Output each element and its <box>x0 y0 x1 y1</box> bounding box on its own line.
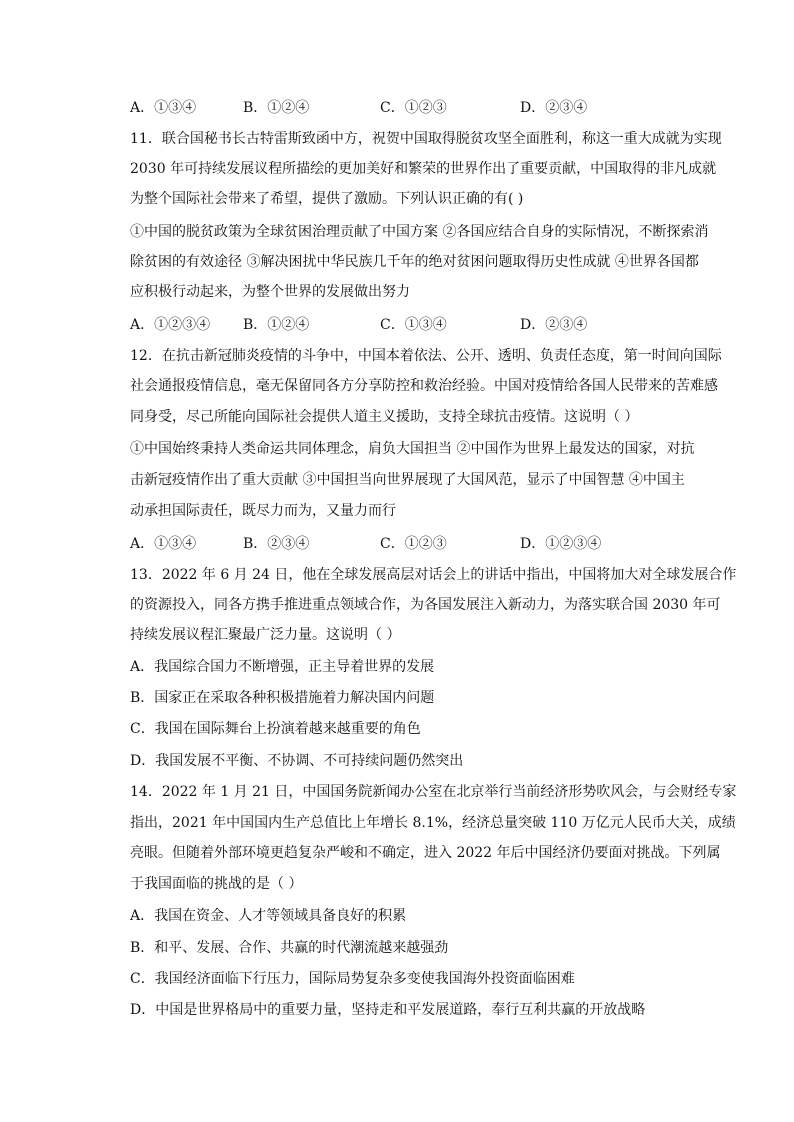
q11-statement-line: ①中国的脱贫政策为全球贫困治理贡献了中国方案 ②各国应结合自身的实际情况，不断探索消 <box>130 224 709 240</box>
q14-stem-line: 指出，2021 年中国国内生产总值比上年增长 8.1%，经济总量突破 110 万亿元人民币大关，成绩 <box>130 815 736 831</box>
q11-option-b[interactable]: B．①②④ <box>243 317 310 333</box>
q11-statement-line: 应积极行动起来，为整个世界的发展做出努力 <box>130 284 410 300</box>
q11-stem-line: 11．联合国秘书长古特雷斯致函中方，祝贺中国取得脱贫攻坚全面胜利，称这一重大成就为实现 <box>130 131 722 147</box>
q14-stem-line: 亮眼。但随着外部环境更趋复杂严峻和不确定，进入 2022 年后中国经济仍要面对挑战。下列属 <box>130 845 721 861</box>
q13-option-d[interactable]: D．我国发展不平衡、不协调、不可持续问题仍然突出 <box>130 753 464 769</box>
q13-stem-line: 的资源投入，同各方携手推进重点领域合作，为各国发展注入新动力，为落实联合国 2030 年可 <box>130 597 721 613</box>
q12-statement-line: 动承担国际责任，既尽力而为，又量力而行 <box>130 503 396 519</box>
q12-option-d[interactable]: D．①②③④ <box>520 536 602 552</box>
q12-option-a[interactable]: A．①③④ <box>130 536 197 552</box>
q10-option-d[interactable]: D．②③④ <box>520 100 588 116</box>
q11-option-d[interactable]: D．②③④ <box>520 317 588 333</box>
q14-stem-line: 14．2022 年 1 月 21 日，中国国务院新闻办公室在北京举行当前经济形势吹风会，与会财经专家 <box>130 784 737 800</box>
q14-option-a[interactable]: A．我国在资金、人才等领域具备良好的积累 <box>130 908 407 924</box>
q13-stem-line: 13．2022 年 6 月 24 日，他在全球发展高层对话会上的讲话中指出，中国将加大对全球发展合作 <box>130 567 737 583</box>
q10-option-b[interactable]: B．①②④ <box>243 100 310 116</box>
q13-stem-line: 持续发展议程汇聚最广泛力量。这说明（ ） <box>130 627 401 643</box>
q11-stem-line: 2030 年可持续发展议程所描绘的更加美好和繁荣的世界作出了重要贡献，中国取得的非凡成就 <box>130 161 717 177</box>
q14-stem-line: 于我国面临的挑战的是（ ） <box>130 876 303 892</box>
q12-option-c[interactable]: C．①②③ <box>380 536 447 552</box>
q14-option-d[interactable]: D．中国是世界格局中的重要力量，坚持走和平发展道路，奉行互利共赢的开放战略 <box>130 1002 646 1018</box>
q12-stem-line: 社会通报疫情信息，毫无保留同各方分享防控和救治经验。中国对疫情给各国人民带来的苦难感 <box>130 378 718 394</box>
q13-option-c[interactable]: C．我国在国际舞台上扮演着越来越重要的角色 <box>130 721 421 737</box>
q10-option-c[interactable]: C．①②③ <box>380 100 447 116</box>
q13-option-a[interactable]: A．我国综合国力不断增强，正主导着世界的发展 <box>130 659 435 675</box>
q12-statement-line: 击新冠疫情作出了重大贡献 ③中国担当向世界展现了大国风范，显示了中国智慧 ④中国主 <box>130 472 685 488</box>
q13-option-b[interactable]: B．国家正在采取各种积极措施着力解决国内问题 <box>130 690 435 706</box>
q12-stem-line: 12．在抗击新冠肺炎疫情的斗争中，中国本着依法、公开、透明、负责任态度，第一时间向国际 <box>130 348 722 364</box>
q10-option-a[interactable]: A．①③④ <box>130 100 197 116</box>
q12-statement-line: ①中国始终秉持人类命运共同体理念，肩负大国担当 ②中国作为世界上最发达的国家，对抗 <box>130 441 695 457</box>
q14-option-b[interactable]: B．和平、发展、合作、共赢的时代潮流越来越强劲 <box>130 940 449 956</box>
q12-stem-line: 同身受，尽己所能向国际社会提供人道主义援助，支持全球抗击疫情。这说明（ ） <box>130 409 639 425</box>
q14-option-c[interactable]: C．我国经济面临下行压力，国际局势复杂多变使我国海外投资面临困难 <box>130 971 575 987</box>
q11-statement-line: 除贫困的有效途径 ③解决困扰中华民族几千年的绝对贫困问题取得历史性成就 ④世界各国都 <box>130 254 699 270</box>
q11-stem-line: 为整个国际社会带来了希望，提供了激励。下列认识正确的有( ) <box>130 191 524 207</box>
q12-option-b[interactable]: B．②③④ <box>243 536 310 552</box>
q11-option-c[interactable]: C．①③④ <box>380 317 447 333</box>
q11-option-a[interactable]: A．①②③④ <box>130 317 211 333</box>
